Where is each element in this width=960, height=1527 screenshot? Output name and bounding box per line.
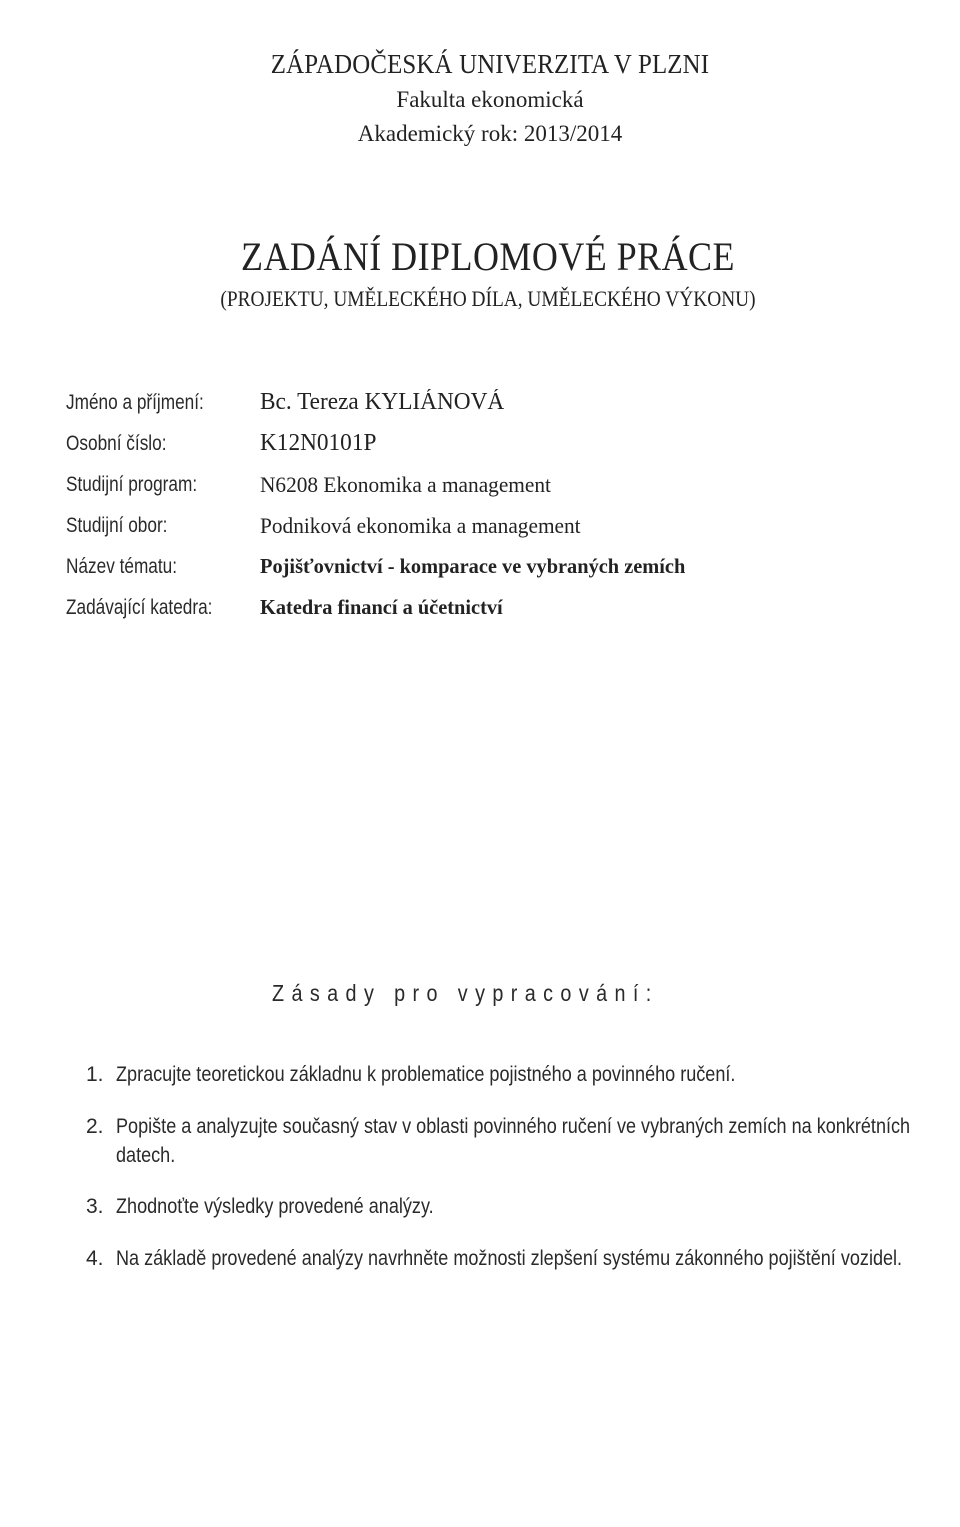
task-number: 3. <box>86 1195 104 1218</box>
list-item <box>86 1060 906 1089</box>
task-text: Zhodnoťte výsledky provedené analýzy. <box>116 1195 434 1218</box>
faculty-name: Fakulta ekonomická <box>396 87 584 112</box>
study-field: Podniková ekonomika a management <box>260 513 581 538</box>
info-label: Zadávající katedra: <box>66 596 213 619</box>
personal-number: K12N0101P <box>260 430 377 456</box>
info-row-department <box>66 587 926 628</box>
student-name: Bc. Tereza KYLIÁNOVÁ <box>260 389 505 415</box>
info-label: Studijní program: <box>66 473 198 496</box>
task-text: Zpracujte teoretickou základnu k problematice pojistného a povinného ručení. <box>116 1063 736 1086</box>
info-label: Název tématu: <box>66 555 178 578</box>
task-text: Na základě provedené analýzy navrhněte možnosti zlepšení systému zákonného pojištění vozidel. <box>116 1247 903 1270</box>
task-number: 1. <box>86 1063 104 1086</box>
academic-year: Akademický rok: 2013/2014 <box>357 121 623 146</box>
info-row-personal-number <box>66 423 926 464</box>
list-item <box>86 1192 906 1221</box>
info-row-study-program <box>66 464 926 505</box>
thesis-topic: Pojišťovnictví - komparace ve vybraných zemích <box>260 554 686 578</box>
info-row-study-field <box>66 505 926 546</box>
info-label: Osobní číslo: <box>66 432 167 455</box>
department: Katedra financí a účetnictví <box>260 595 503 619</box>
principles-heading: Zásady pro vypracování: <box>272 980 659 1006</box>
task-number: 4. <box>86 1247 104 1270</box>
info-row-name <box>66 382 926 423</box>
student-info <box>66 382 926 628</box>
task-list <box>86 1060 911 1273</box>
list-item <box>86 1244 906 1273</box>
document-subtitle: (PROJEKTU, UMĚLECKÉHO DÍLA, UMĚLECKÉHO VÝKONU) <box>220 286 756 311</box>
info-label: Studijní obor: <box>66 514 168 537</box>
info-label: Jméno a příjmení: <box>66 391 204 414</box>
list-item <box>86 1112 911 1170</box>
document-header <box>0 44 960 152</box>
task-number: 2. <box>86 1115 104 1138</box>
study-program: N6208 Ekonomika a management <box>260 472 551 497</box>
info-row-topic <box>66 546 926 587</box>
document-title: ZADÁNÍ DIPLOMOVÉ PRÁCE <box>241 234 735 279</box>
title-block <box>0 232 960 316</box>
university-name: ZÁPADOČESKÁ UNIVERZITA V PLZNI <box>270 49 710 79</box>
task-text: Popište a analyzujte současný stav v oblasti povinného ručení ve vybraných zemích na konkrétních datech. <box>116 1115 911 1167</box>
